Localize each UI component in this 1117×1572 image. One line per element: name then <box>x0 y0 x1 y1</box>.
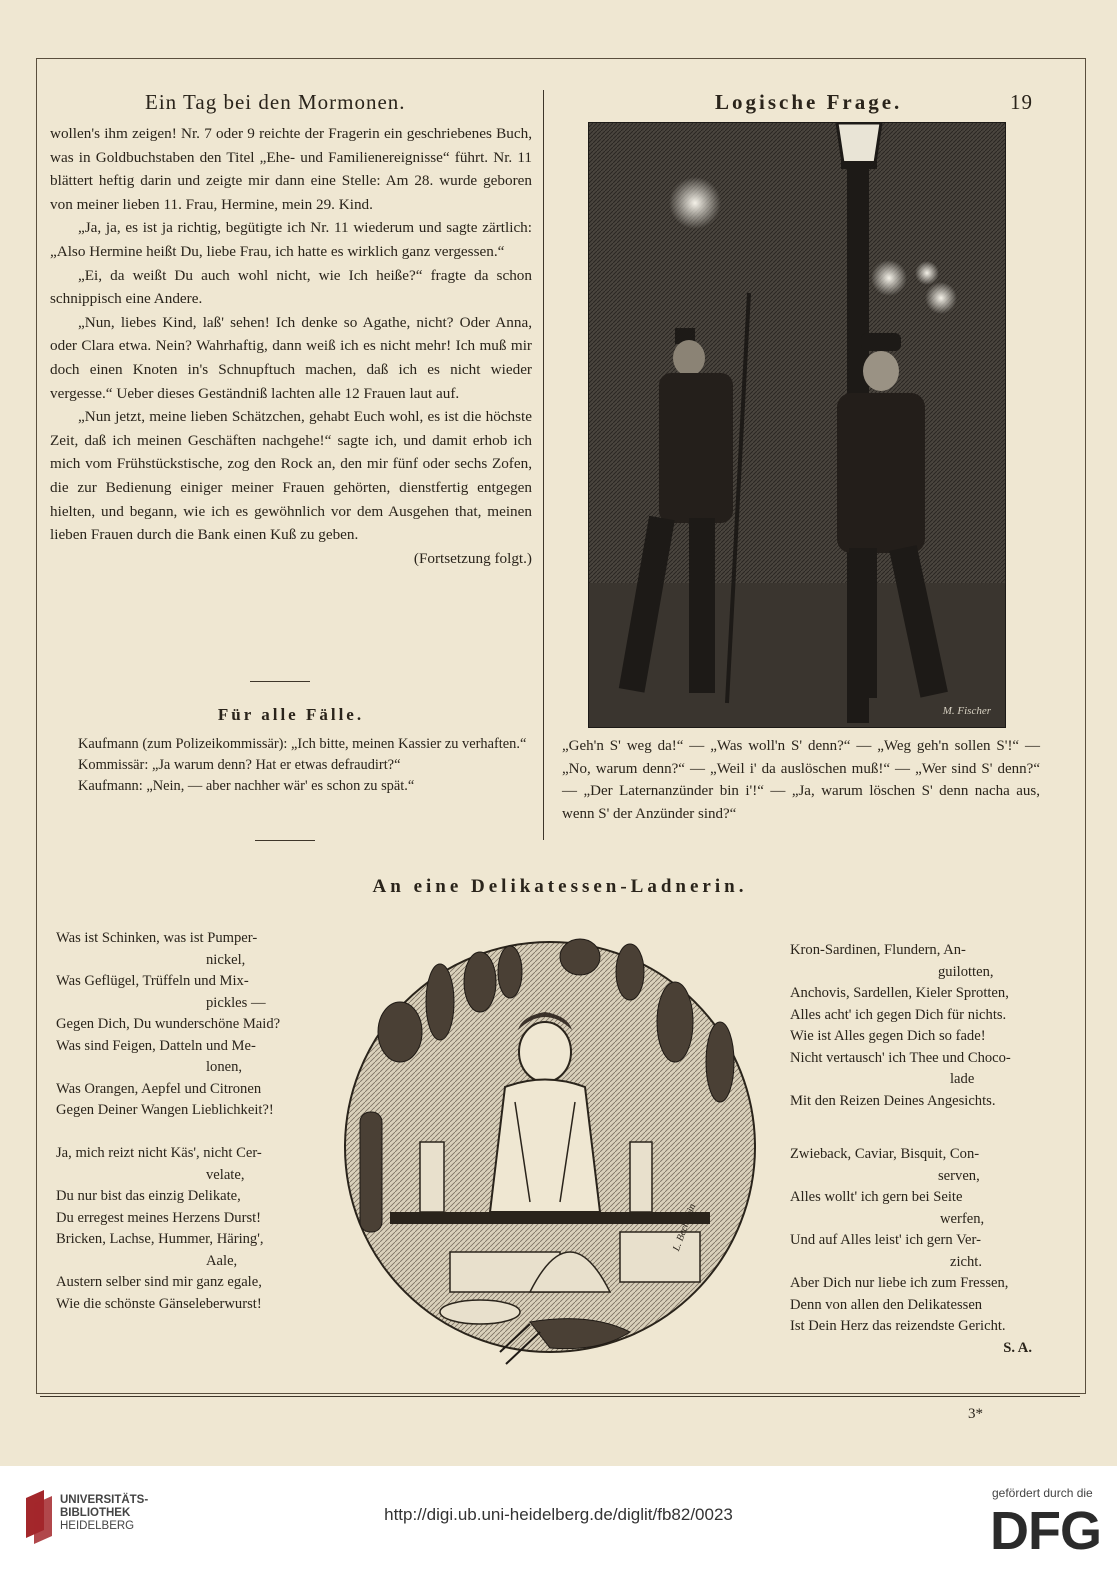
poem-right-column <box>790 940 1052 1359</box>
illustration-signature: M. Fischer <box>942 705 991 717</box>
story-paragraph: „Ei, da weißt Du auch wohl nicht, wie Ich heiße?“ fragte da schon schnippisch eine Andere. <box>50 266 532 308</box>
poem-line: Aale, <box>206 1252 238 1269</box>
poem-line: Denn von allen den Delikatessen <box>790 1296 983 1313</box>
vignette-signature: L. Bechstein <box>671 1202 699 1253</box>
poem-line: Wie ist Alles gegen Dich so fade! <box>790 1028 986 1044</box>
poem-line: Du erregest meines Herzens Durst! <box>56 1209 262 1226</box>
anecdote-line: Kommissär: „Ja warum denn? Hat er etwas defraudirt?“ <box>78 757 401 773</box>
poem-line: Ist Dein Herz das reizendste Gericht. <box>790 1318 1006 1334</box>
poem-line: Austern selber sind mir ganz egale, <box>56 1274 262 1290</box>
lamplighter-illustration <box>588 122 1006 728</box>
anecdote-text <box>50 734 532 797</box>
story-paragraph: wollen's ihm zeigen! Nr. 7 oder 9 reichte der Fragerin ein geschriebenes Buch, was in Goldbuchstaben den Titel „Ehe- und Familienereignisse“ führt. Nr. 11 blättert heftig darin und zeigte mir dann eine Stelle: Am 28. wurde geboren von meiner lieben 11. Frau, Hermine, mein 29. Kind. <box>50 125 532 213</box>
library-name-line: HEIDELBERG <box>60 1520 135 1532</box>
poem-line: Kron-Sardinen, Flundern, An- <box>790 942 966 958</box>
poem-line: serven, <box>938 1167 980 1184</box>
continuation-note: (Fortsetzung folgt.) <box>413 549 532 567</box>
delicatessen-illustration <box>330 912 770 1372</box>
poem-title: An eine Delikatessen-Ladnerin. <box>372 876 748 897</box>
poem-line: Zwieback, Caviar, Bisquit, Con- <box>790 1146 980 1162</box>
short-rule <box>250 681 310 682</box>
story-paragraph: „Ja, ja, es ist ja richtig, begütigte ich Nr. 11 wiederum und sagte zärtlich: „Also Hermine heißt Du, liebe Frau, ich hatte es wirklich ganz vergessen.“ <box>50 219 532 260</box>
shop-girl-vignette <box>330 912 770 1372</box>
poem-line: Bricken, Lachse, Hummer, Häring', <box>56 1231 264 1247</box>
poem-line: Wie die schönste Gänseleberwurst! <box>56 1295 262 1312</box>
permalink-url[interactable]: http://digi.ub.uni-heidelberg.de/diglit/fb82/0023 <box>384 1505 733 1524</box>
funder-note: gefördert durch die <box>992 1486 1093 1500</box>
poem-line: werfen, <box>940 1210 985 1227</box>
story-paragraph: „Nun jetzt, meine lieben Schätzchen, gehabt Euch wohl, es ist die höchste Zeit, daß ich meinen Geschäften nachgehe!“ sagte ich, und damit erhob ich mich vom Frühstückstische, zog den Rock an, den mir fünf oder sechs Zofen, die zur Bedienung einiger meiner Frauen gehörten, dienstfertig entgegen hielten, und begann, wie ich es gewöhnlich vor dem Ausgehen that, meinen lieben Frauen durch die Bank einen Kuß zu geben. <box>50 408 532 544</box>
poem-line: Alles wollt' ich gern bei Seite <box>790 1189 963 1205</box>
poem-line: Mit den Reizen Deines Angesichts. <box>790 1092 996 1109</box>
poem-line: zicht. <box>950 1253 983 1270</box>
poem-line: nickel, <box>206 951 246 968</box>
poem-line: Was sind Feigen, Datteln und Me- <box>56 1037 256 1054</box>
poem-line: Und auf Alles leist' ich gern Ver- <box>790 1232 981 1248</box>
poem-line: Gegen Dich, Du wunderschöne Maid? <box>56 1016 281 1032</box>
poem-line: Ja, mich reizt nicht Käs', nicht Cer- <box>56 1145 262 1161</box>
story-paragraph: „Nun, liebes Kind, laß' sehen! Ich denke so Agathe, nicht? Oder Anna, oder Clara etwa. Nein? Wahrhaftig, dann weiß ich es nicht mehr! Ich muß mir doch einen Knoten in's Schnupftuch machen, daß ich es nicht wieder vergesse.“ Ueber dieses Geständniß lachten alle 12 Frauen laut auf. <box>50 313 532 402</box>
stanza-break <box>790 1112 1052 1144</box>
illustration-caption: „Geh'n S' weg da!“ — „Was woll'n S' denn?“ — „Weg geh'n sollen S'!“ — „No, warum denn?“ — „Weil i' da auslöschen muß!“ — „Wer sind S' denn?“ — „Der Laternanzünder bin i'!“ — „Ja, warum löschen S' denn nacha aus, wenn S' der Anzünder sind?“ <box>562 738 1040 822</box>
anecdote-line: Kaufmann (zum Polizeikommissär): „Ich bitte, meinen Kassier zu verhaften.“ <box>78 736 527 752</box>
poem-left-column <box>56 928 316 1315</box>
poem-line: Anchovis, Sardellen, Kieler Sprotten, <box>790 985 1009 1001</box>
poem-line: lonen, <box>206 1059 243 1075</box>
poem-line: Was ist Schinken, was ist Pumper- <box>56 930 258 946</box>
library-name-line: UNIVERSITÄTS- <box>60 1494 149 1506</box>
poem-line: lade <box>950 1071 975 1087</box>
story-column <box>50 122 532 570</box>
poem-line: Aber Dich nur liebe ich zum Fressen, <box>790 1275 1009 1291</box>
short-rule <box>255 840 315 841</box>
stanza-break <box>56 1122 316 1144</box>
poem-line: guilotten, <box>938 963 994 980</box>
poem-line: Du nur bist das einzig Delikate, <box>56 1188 241 1204</box>
anecdote-line: Kaufmann: „Nein, — aber nachher wär' es schon zu spät.“ <box>78 778 415 794</box>
dfg-logo: DFG <box>990 1501 1101 1561</box>
library-name-line: BIBLIOTHEK <box>60 1507 131 1519</box>
running-head-right: Logische Frage. <box>715 90 903 114</box>
poem-author: S. A. <box>1003 1339 1032 1356</box>
section-divider <box>40 1396 1080 1397</box>
night-street-scene <box>589 123 1005 727</box>
sheet-mark: 3* <box>968 1406 983 1422</box>
running-head-left: Ein Tag bei den Mormonen. <box>145 90 406 114</box>
poem-line: Was Orangen, Aepfel und Citronen <box>56 1080 262 1097</box>
anecdote-title: Für alle Fälle. <box>217 705 365 724</box>
poem-line: Nicht vertausch' ich Thee und Choco- <box>790 1049 1011 1066</box>
poem-line: pickles — <box>206 994 266 1011</box>
poem-line: Gegen Deiner Wangen Lieblichkeit?! <box>56 1102 274 1118</box>
poem-line: Was Geflügel, Trüffeln und Mix- <box>56 973 249 989</box>
page-number: 19 <box>1010 90 1033 114</box>
poem-line: Alles acht' ich gegen Dich für nichts. <box>790 1006 1007 1023</box>
column-divider <box>543 90 544 840</box>
poem-line: velate, <box>206 1166 245 1183</box>
